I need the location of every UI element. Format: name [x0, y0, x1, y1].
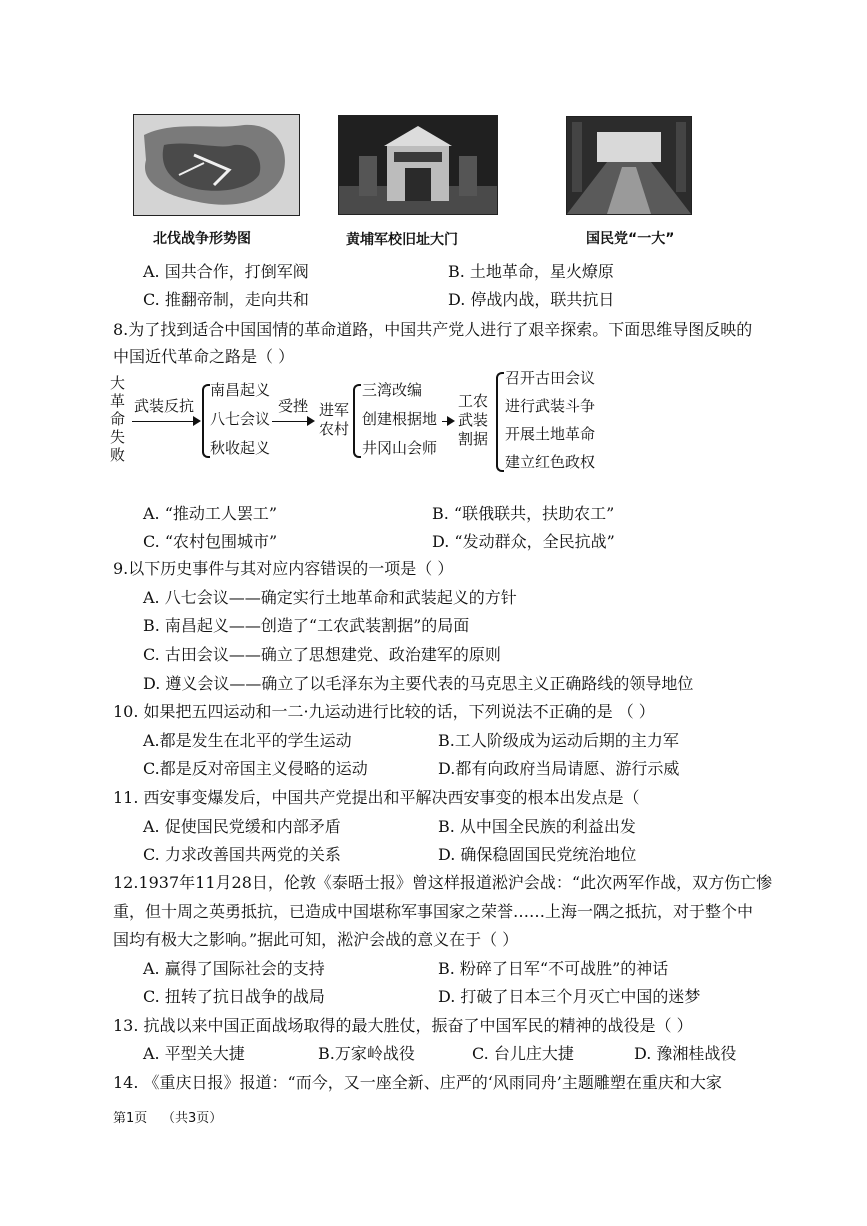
mindmap-arrow1	[132, 421, 194, 422]
q11-stem: 11. 西安事变爆发后，中国共产党提出和平解决西安事变的根本出发点是（	[113, 788, 640, 807]
hall-illustration	[567, 117, 691, 214]
q11-option-a: A. 促使国民党缓和内部矛盾	[143, 817, 341, 836]
mindmap-group2-item: 创建根据地	[362, 410, 438, 428]
q8-stem-line1: 8.为了找到适合中国国情的革命道路，中国共产党人进行了艰辛探索。下面思维导图反映的	[113, 320, 753, 339]
whampoa-gate-image	[338, 115, 498, 215]
q10-option-b: B.工人阶级成为运动后期的主力军	[438, 731, 679, 750]
mindmap-root-char: 大	[110, 374, 126, 392]
mindmap-arrow1-label: 武装反抗	[134, 397, 195, 415]
mindmap-group3-item: 开展土地革命	[505, 425, 596, 443]
q8-option-a: A. “推动工人罢工”	[143, 504, 278, 523]
q10-stem: 10. 如果把五四运动和一二·九运动进行比较的话，下列说法不正确的是 （ ）	[113, 702, 655, 721]
mindmap-group1-item: 八七会议	[210, 410, 271, 428]
q8-option-b: B. “联俄联共，扶助农工”	[432, 504, 615, 523]
q7-option-b: B. 土地革命，星火燎原	[448, 262, 614, 281]
q8-stem-line2: 中国近代革命之路是（ ）	[113, 347, 295, 366]
mindmap-group2-item: 三湾改编	[362, 381, 423, 399]
mindmap-node2	[319, 401, 349, 439]
mindmap-group1-item: 南昌起义	[210, 381, 271, 399]
mindmap-arrow2-label: 受挫	[278, 397, 309, 415]
q12-option-d: D. 打破了日本三个月灭亡中国的迷梦	[438, 987, 701, 1006]
map-illustration	[134, 115, 299, 215]
q9-option-d: D. 遵义会议——确立了以毛泽东为主要代表的马克思主义正确路线的领导地位	[143, 674, 694, 693]
q9-option-b: B. 南昌起义——创造了“工农武装割据”的局面	[143, 616, 470, 635]
mindmap-brace-1	[202, 384, 210, 458]
q10-option-d: D.都有向政府当局请愿、游行示威	[438, 759, 680, 778]
q14-stem-line1: 14. 《重庆日报》报道：“而今，又一座全新、庄严的‘风雨同舟’主题雕塑在重庆和大家	[113, 1073, 722, 1092]
q13-option-a: A. 平型关大捷	[143, 1044, 245, 1063]
q13-stem: 13. 抗战以来中国正面战场取得的最大胜仗，振奋了中国军民的精神的战役是（ ）	[113, 1016, 693, 1035]
q9-stem: 9.以下历史事件与其对应内容错误的一项是（ ）	[113, 559, 454, 578]
q9-option-a: A. 八七会议——确定实行土地革命和武装起义的方针	[143, 588, 517, 607]
image-caption-2: 黄埔军校旧址大门	[346, 232, 458, 248]
q12-option-b: B. 粉碎了日军“不可战胜”的神话	[438, 959, 669, 978]
mindmap-root-char: 命	[110, 410, 126, 428]
q9-option-c: C. 古田会议——确立了思想建党、政治建军的原则	[143, 645, 501, 664]
mindmap-arrow2	[272, 421, 308, 422]
mindmap-node2-line: 进军	[319, 401, 350, 419]
q12-stem-line1: 12.1937年11月28日，伦敦《泰晤士报》曾这样报道淞沪会战：“此次两军作战，双方伤亡惨	[113, 873, 773, 892]
mindmap-arrow3-head	[447, 416, 455, 426]
q13-option-c: C. 台儿庄大捷	[472, 1044, 574, 1063]
image-caption-1: 北伐战争形势图	[153, 231, 251, 247]
mindmap-node3-line: 工农	[458, 392, 489, 410]
mindmap-arrow2-head	[307, 416, 315, 426]
mindmap-group1-item: 秋收起义	[210, 439, 271, 457]
mindmap-group3-item: 进行武装斗争	[505, 397, 596, 415]
mindmap-root	[110, 374, 128, 464]
q7-option-a: A. 国共合作，打倒军阀	[143, 262, 309, 281]
q10-option-c: C.都是反对帝国主义侵略的运动	[143, 759, 368, 778]
q12-stem-line2: 重，但十周之英勇抵抗，已造成中国堪称军事国家之荣誉……上海一隅之抵抗，对于整个中	[113, 902, 754, 921]
q7-option-c: C. 推翻帝制，走向共和	[143, 290, 309, 309]
mindmap-node2-line: 农村	[319, 420, 350, 438]
q12-option-a: A. 赢得了国际社会的支持	[143, 959, 325, 978]
q7-option-d: D. 停战内战，联共抗日	[448, 290, 615, 309]
q12-stem-line3: 国均有极大之影响。”据此可知，淞沪会战的意义在于（ ）	[113, 930, 519, 949]
gate-illustration	[339, 116, 497, 214]
q10-option-a: A.都是发生在北平的学生运动	[143, 731, 352, 750]
q8-option-c: C. “农村包围城市”	[143, 532, 278, 551]
mindmap-arrow1-head	[193, 416, 201, 426]
q11-option-c: C. 力求改善国共两党的关系	[143, 845, 341, 864]
mindmap-root-char: 革	[110, 392, 126, 410]
page-number: 第1页	[113, 1111, 148, 1126]
kmt-first-congress-image	[566, 116, 692, 215]
mindmap-root-char: 败	[110, 446, 126, 464]
image-caption-3: 国民党“一大”	[586, 231, 675, 247]
mindmap-brace-2	[353, 384, 361, 458]
q13-option-b: B.万家岭战役	[318, 1044, 415, 1063]
mindmap-node3-line: 割据	[458, 430, 489, 448]
q11-option-d: D. 确保稳固国民党统治地位	[438, 845, 637, 864]
q8-option-d: D. “发动群众，全民抗战”	[432, 532, 615, 551]
mindmap-node3-line: 武装	[458, 411, 489, 429]
mindmap-group3-item: 召开古田会议	[505, 369, 596, 387]
page-total: （共3页）	[162, 1111, 223, 1126]
mindmap-node3	[458, 392, 488, 449]
q12-option-c: C. 扭转了抗日战争的战局	[143, 987, 325, 1006]
mindmap-brace-3	[496, 372, 504, 472]
mindmap-group2-item: 井冈山会师	[362, 439, 438, 457]
mindmap-root-char: 失	[110, 428, 126, 446]
q11-option-b: B. 从中国全民族的利益出发	[438, 817, 636, 836]
q13-option-d: D. 豫湘桂战役	[634, 1044, 737, 1063]
mindmap-group3-item: 建立红色政权	[505, 453, 596, 471]
northern-expedition-map-image	[133, 114, 300, 216]
